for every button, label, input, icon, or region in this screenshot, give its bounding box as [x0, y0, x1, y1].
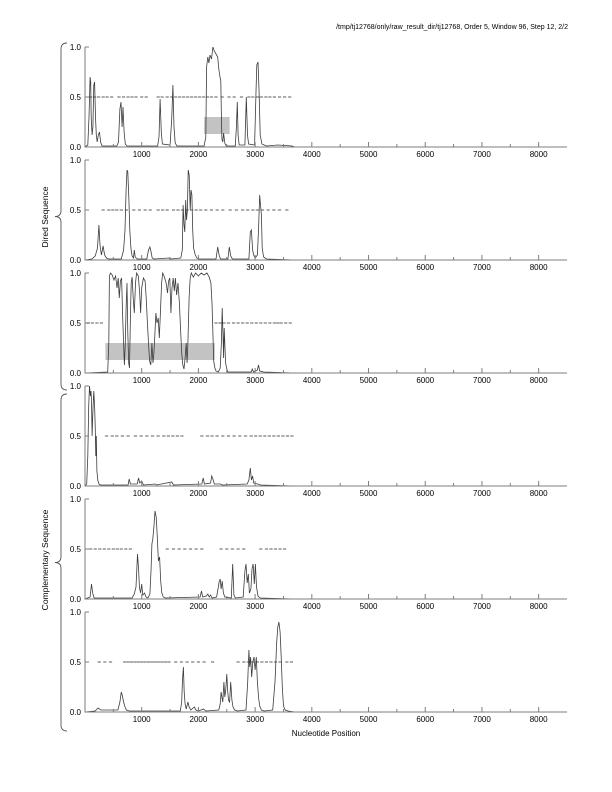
x-tick-label: 3000: [246, 376, 265, 385]
orf-mark: [255, 322, 258, 324]
group-label-dired-sequence: Dired Sequence: [40, 186, 50, 248]
orf-mark: [140, 435, 143, 437]
orf-mark: [237, 322, 240, 324]
orf-mark: [98, 548, 101, 550]
orf-mark: [237, 661, 240, 663]
orf-mark: [278, 548, 281, 550]
orf-mark: [144, 209, 147, 211]
orf-mark: [147, 661, 150, 663]
orf-mark: [260, 661, 263, 663]
orf-mark: [290, 661, 293, 663]
orf-mark: [126, 661, 129, 663]
sequence-panel-complementary-2: [0, 493, 612, 613]
x-tick-label: 1000: [132, 489, 151, 498]
orf-mark: [157, 661, 160, 663]
orf-mark: [221, 435, 224, 437]
y-tick-label: 0.0: [69, 142, 81, 152]
orf-mark: [214, 322, 217, 324]
orf-mark: [140, 661, 143, 663]
orf-mark: [116, 548, 119, 550]
x-tick-label: 4000: [302, 150, 321, 159]
y-tick-label: 1.0: [69, 155, 81, 165]
orf-mark: [272, 435, 275, 437]
orf-mark: [178, 96, 181, 98]
x-tick-label: 7000: [473, 602, 491, 611]
orf-mark: [172, 209, 175, 211]
x-tick-label: 1000: [132, 150, 151, 159]
y-tick-label: 0.0: [69, 707, 81, 717]
orf-mark: [214, 96, 217, 98]
orf-mark: [157, 96, 160, 98]
orf-mark: [126, 96, 129, 98]
x-tick-label: 8000: [529, 602, 548, 611]
orf-mark: [195, 209, 198, 211]
sequence-panel-dired-2: [0, 154, 612, 274]
orf-mark: [247, 96, 250, 98]
orf-mark: [259, 435, 262, 437]
sequence-panel-dired-3: [0, 267, 612, 387]
orf-mark: [283, 96, 286, 98]
orf-mark: [185, 661, 188, 663]
x-tick-label: 8000: [529, 263, 548, 272]
orf-mark: [186, 96, 189, 98]
orf-mark: [191, 661, 194, 663]
x-tick-label: 5000: [359, 263, 378, 272]
orf-mark: [264, 322, 267, 324]
orf-mark: [115, 209, 118, 211]
orf-mark: [183, 548, 186, 550]
orf-mark: [244, 435, 247, 437]
orf-mark: [251, 96, 254, 98]
orf-mark: [265, 661, 268, 663]
orf-mark: [134, 435, 137, 437]
orf-mark: [109, 661, 112, 663]
y-tick-label: 0.5: [69, 92, 81, 102]
x-axis-label: Nucleotide Position: [291, 729, 361, 738]
orf-mark: [260, 96, 263, 98]
orf-mark: [225, 548, 228, 550]
orf-mark: [216, 435, 219, 437]
orf-mark: [233, 435, 236, 437]
orf-mark: [202, 96, 205, 98]
orf-mark: [210, 435, 213, 437]
orf-mark: [97, 96, 100, 98]
orf-mark: [240, 96, 243, 98]
x-tick-label: 2000: [189, 715, 208, 724]
x-tick-label: 4000: [302, 602, 321, 611]
x-tick-label: 5000: [359, 489, 378, 498]
orf-mark: [151, 435, 154, 437]
orf-mark: [264, 96, 267, 98]
orf-mark: [218, 322, 221, 324]
x-tick-label: 3000: [246, 263, 265, 272]
orf-mark: [268, 96, 271, 98]
orf-mark: [273, 322, 276, 324]
x-tick-label: 3000: [246, 150, 265, 159]
x-tick-label: 4000: [302, 263, 321, 272]
orf-mark: [198, 96, 201, 98]
orf-mark: [195, 548, 198, 550]
orf-mark: [132, 209, 135, 211]
orf-mark: [145, 96, 148, 98]
sequence-panel-complementary-1: [0, 380, 612, 500]
plot-title: /tmp/tj12768/only/raw_result_dir/tj12768, Order 5, Window 96, Step 12, 2/2: [336, 24, 568, 31]
orf-mark: [150, 661, 153, 663]
orf-mark: [145, 435, 148, 437]
orf-mark: [182, 96, 185, 98]
orf-mark: [103, 661, 106, 663]
orf-mark: [233, 96, 236, 98]
orf-mark: [276, 322, 279, 324]
orf-mark: [269, 548, 272, 550]
orf-mark: [290, 435, 293, 437]
orf-mark: [227, 322, 230, 324]
orf-mark: [259, 548, 262, 550]
orf-mark: [200, 435, 203, 437]
orf-mark: [89, 548, 92, 550]
orf-mark: [105, 435, 108, 437]
orf-mark: [242, 661, 245, 663]
orf-mark: [137, 661, 140, 663]
x-tick-label: 8000: [529, 715, 548, 724]
x-tick-label: 5000: [359, 715, 378, 724]
orf-mark: [94, 548, 97, 550]
orf-mark: [157, 209, 160, 211]
orf-mark: [166, 548, 169, 550]
x-tick-label: 8000: [529, 489, 548, 498]
orf-mark: [154, 661, 157, 663]
orf-mark: [164, 661, 167, 663]
x-tick-label: 8000: [529, 376, 548, 385]
orf-mark: [134, 96, 137, 98]
orf-mark: [171, 435, 174, 437]
orf-mark: [216, 209, 219, 211]
y-tick-label: 1.0: [69, 381, 81, 391]
x-tick-label: 4000: [302, 715, 321, 724]
orf-mark: [206, 435, 209, 437]
highlight-region: [105, 343, 214, 360]
orf-mark: [120, 209, 123, 211]
x-tick-label: 3000: [246, 602, 265, 611]
orf-mark: [285, 209, 288, 211]
orf-mark: [107, 209, 110, 211]
orf-mark: [167, 435, 170, 437]
x-tick-label: 3000: [246, 715, 265, 724]
orf-mark: [259, 322, 262, 324]
orf-mark: [194, 96, 197, 98]
y-tick-label: 0.5: [69, 205, 81, 215]
orf-mark: [161, 96, 164, 98]
orf-mark: [174, 661, 177, 663]
x-tick-label: 6000: [416, 150, 435, 159]
orf-mark: [197, 661, 200, 663]
orf-mark: [98, 661, 101, 663]
axis-lines: [85, 499, 567, 599]
orf-mark: [110, 96, 113, 98]
orf-mark: [278, 209, 281, 211]
x-tick-label: 4000: [302, 489, 321, 498]
x-tick-label: 7000: [473, 263, 491, 272]
orf-mark: [277, 435, 280, 437]
x-tick-label: 3000: [246, 489, 265, 498]
x-tick-label: 7000: [473, 376, 491, 385]
x-tick-label: 1000: [132, 602, 151, 611]
x-tick-label: 4000: [302, 376, 321, 385]
y-tick-label: 0.0: [69, 255, 81, 265]
orf-mark: [229, 209, 232, 211]
orf-mark: [284, 322, 287, 324]
orf-mark: [107, 548, 110, 550]
orf-mark: [238, 435, 241, 437]
y-tick-label: 0.5: [69, 431, 81, 441]
x-tick-label: 2000: [189, 602, 208, 611]
y-tick-label: 1.0: [69, 42, 81, 52]
sequence-panel-complementary-3: [0, 606, 612, 726]
orf-mark: [202, 661, 205, 663]
orf-mark: [111, 209, 114, 211]
orf-mark: [251, 209, 254, 211]
x-tick-label: 2000: [189, 150, 208, 159]
orf-mark: [123, 661, 126, 663]
orf-mark: [162, 435, 165, 437]
x-tick-label: 6000: [416, 263, 435, 272]
orf-mark: [176, 435, 179, 437]
orf-mark: [117, 96, 120, 98]
orf-mark: [246, 322, 249, 324]
orf-mark: [288, 96, 291, 98]
x-tick-label: 5000: [359, 602, 378, 611]
orf-mark: [283, 548, 286, 550]
orf-mark: [256, 209, 259, 211]
orf-mark: [200, 548, 203, 550]
sequence-panel-dired-1: [0, 41, 612, 161]
orf-mark: [130, 661, 133, 663]
y-tick-label: 0.5: [69, 318, 81, 328]
y-tick-label: 0.5: [69, 657, 81, 667]
orf-mark: [250, 435, 253, 437]
probability-curve: [85, 47, 295, 147]
orf-mark: [120, 548, 123, 550]
x-tick-label: 7000: [473, 715, 491, 724]
orf-mark: [166, 96, 169, 98]
orf-mark: [166, 209, 169, 211]
orf-mark: [180, 661, 183, 663]
orf-mark: [176, 209, 179, 211]
orf-mark: [180, 435, 183, 437]
orf-mark: [140, 96, 143, 98]
x-tick-label: 7000: [473, 489, 491, 498]
x-tick-label: 2000: [189, 489, 208, 498]
y-tick-label: 0.5: [69, 544, 81, 554]
orf-mark: [95, 322, 98, 324]
orf-mark: [242, 548, 245, 550]
orf-mark: [235, 209, 238, 211]
orf-mark: [219, 548, 222, 550]
orf-mark: [273, 96, 276, 98]
orf-mark: [250, 322, 253, 324]
orf-mark: [103, 548, 106, 550]
group-label-complementary-sequence: Complementary Sequence: [40, 509, 50, 611]
orf-mark: [102, 209, 105, 211]
x-tick-label: 2000: [189, 263, 208, 272]
x-tick-label: 6000: [416, 602, 435, 611]
orf-mark: [91, 322, 94, 324]
orf-mark: [278, 96, 281, 98]
orf-mark: [161, 209, 164, 211]
orf-mark: [122, 96, 125, 98]
orf-mark: [199, 209, 202, 211]
orf-mark: [149, 209, 152, 211]
probability-curve: [85, 511, 295, 599]
orf-mark: [272, 209, 275, 211]
orf-mark: [167, 661, 170, 663]
orf-mark: [112, 548, 115, 550]
orf-mark: [210, 96, 213, 98]
orf-mark: [111, 435, 114, 437]
x-tick-label: 6000: [416, 376, 435, 385]
orf-mark: [157, 435, 160, 437]
y-tick-label: 0.0: [69, 368, 81, 378]
orf-mark: [269, 661, 272, 663]
orf-mark: [268, 435, 271, 437]
orf-mark: [254, 435, 257, 437]
orf-mark: [237, 548, 240, 550]
orf-mark: [172, 548, 175, 550]
orf-mark: [274, 548, 277, 550]
orf-mark: [232, 322, 235, 324]
orf-mark: [121, 435, 124, 437]
orf-mark: [115, 435, 118, 437]
x-tick-label: 8000: [529, 150, 548, 159]
orf-mark: [126, 435, 129, 437]
x-tick-label: 1000: [132, 376, 151, 385]
orf-mark: [227, 435, 230, 437]
x-tick-label: 6000: [416, 715, 435, 724]
orf-mark: [174, 96, 177, 98]
orf-mark: [280, 322, 283, 324]
orf-mark: [144, 661, 147, 663]
orf-mark: [189, 548, 192, 550]
orf-mark: [285, 661, 288, 663]
x-tick-label: 6000: [416, 489, 435, 498]
orf-mark: [210, 209, 213, 211]
x-tick-label: 5000: [359, 150, 378, 159]
orf-mark: [221, 209, 224, 211]
orf-mark: [102, 96, 105, 98]
orf-mark: [138, 209, 141, 211]
orf-mark: [289, 322, 292, 324]
orf-mark: [268, 322, 271, 324]
x-tick-label: 5000: [359, 376, 378, 385]
x-tick-label: 1000: [132, 263, 151, 272]
orf-mark: [124, 548, 127, 550]
orf-mark: [246, 209, 249, 211]
x-tick-label: 7000: [473, 150, 491, 159]
orf-mark: [190, 96, 193, 98]
orf-mark: [263, 435, 266, 437]
y-tick-label: 1.0: [69, 494, 81, 504]
orf-mark: [129, 548, 132, 550]
orf-mark: [241, 209, 244, 211]
y-tick-label: 1.0: [69, 607, 81, 617]
x-tick-label: 2000: [189, 376, 208, 385]
orf-mark: [133, 661, 136, 663]
orf-mark: [281, 435, 284, 437]
orf-mark: [227, 96, 230, 98]
orf-mark: [241, 322, 244, 324]
orf-mark: [265, 548, 268, 550]
orf-mark: [211, 661, 214, 663]
y-tick-label: 0.0: [69, 594, 81, 604]
x-tick-label: 1000: [132, 715, 151, 724]
orf-mark: [100, 322, 103, 324]
orf-mark: [178, 548, 181, 550]
orf-mark: [161, 661, 164, 663]
orf-mark: [130, 96, 133, 98]
orf-mark: [267, 209, 270, 211]
y-tick-label: 1.0: [69, 268, 81, 278]
probability-curve: [85, 622, 295, 712]
orf-mark: [286, 435, 289, 437]
orf-mark: [204, 209, 207, 211]
orf-mark: [106, 96, 109, 98]
highlight-region: [204, 117, 230, 134]
orf-mark: [231, 548, 234, 550]
y-tick-label: 0.0: [69, 481, 81, 491]
probability-curve: [85, 170, 295, 260]
